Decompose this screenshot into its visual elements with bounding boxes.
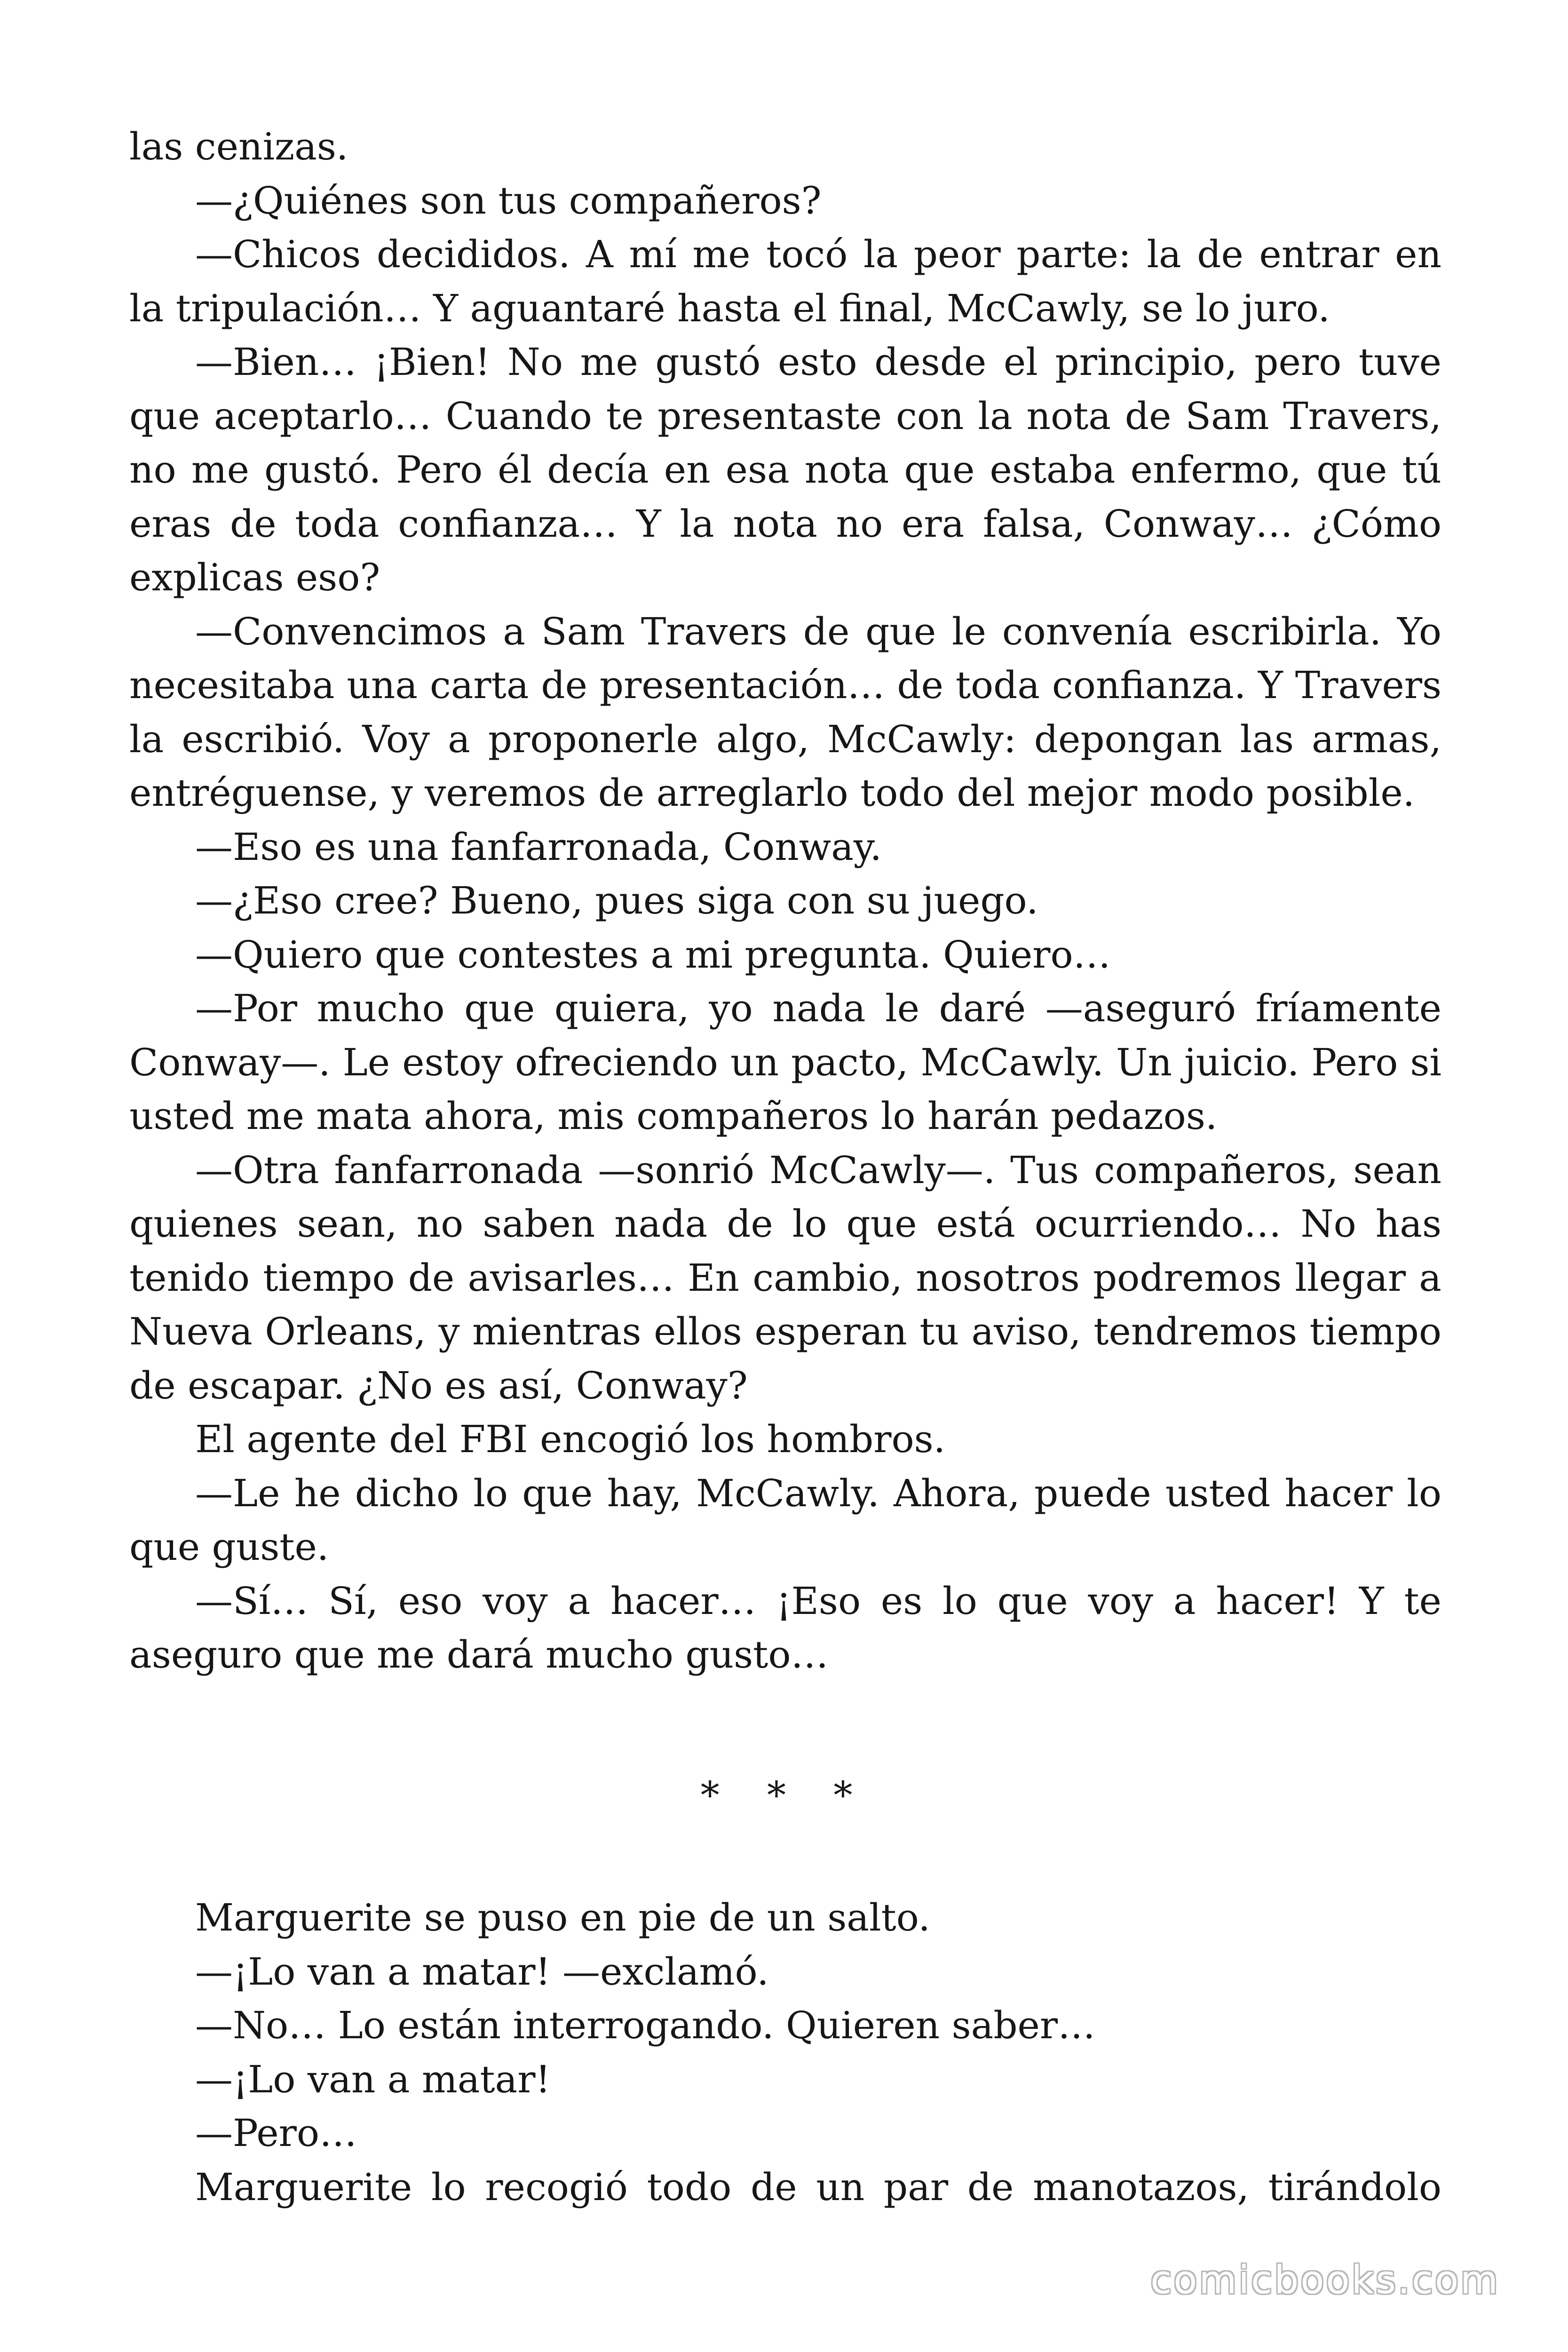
paragraph: —¡Lo van a matar! — [195, 2057, 551, 2101]
paragraph: —Pero… — [195, 2111, 357, 2155]
paragraph: —Le he dicho lo que hay, McCawly. Ahora, puede usted hacer lo que guste. — [129, 1471, 1441, 1569]
paragraph: Marguerite lo recogió todo de un par de manotazos, tirándolo — [195, 2165, 1441, 2209]
paragraph: —Chicos decididos. A mí me tocó la peor parte: la de entrar en la tripulación… Y aguantaré hasta el final, McCawly, se lo juro. — [129, 232, 1441, 330]
paragraph: —Convencimos a Sam Travers de que le convenía escribirla. Yo necesitaba una carta de presentación… de toda confianza. Y Travers la escribió. Voy a proponerle algo, McCawly: depongan las armas, entréguense, y veremos de arreglarlo todo del mejor modo posible. — [129, 609, 1441, 815]
paragraph: —No… Lo están interrogando. Quieren saber… — [195, 2003, 1096, 2047]
paragraph: —Por mucho que quiera, yo nada le daré —aseguró fríamente Conway—. Le estoy ofreciendo un pacto, McCawly. Un juicio. Pero si usted me mata ahora, mis compañeros lo harán pedazos. — [129, 986, 1441, 1138]
watermark: comicbooks.com — [1150, 2258, 1500, 2303]
paragraph: las cenizas. — [129, 125, 348, 168]
main-text-block — [129, 120, 1441, 1682]
paragraph: —Sí… Sí, eso voy a hacer… ¡Eso es lo que voy a hacer! Y te aseguro que me dará mucho gusto… — [129, 1579, 1441, 1677]
paragraph: —¿Eso cree? Bueno, pues siga con su juego. — [195, 879, 1038, 922]
scene-break: * * * — [700, 1773, 871, 1817]
paragraph: —¡Lo van a matar! —exclamó. — [195, 1949, 769, 1994]
paragraph: —Quiero que contestes a mi pregunta. Quiero… — [195, 932, 1111, 977]
paragraph: —¿Quiénes son tus compañeros? — [195, 178, 822, 222]
paragraph: —Eso es una fanfarronada, Conway. — [195, 825, 882, 869]
paragraph: Marguerite se puso en pie de un salto. — [195, 1896, 930, 1939]
paragraph: —Bien… ¡Bien! No me gustó esto desde el principio, pero tuve que aceptarlo… Cuando te presentaste con la nota de Sam Travers, no me gustó. Pero él decía en esa nota que estaba enfermo, que tú eras de toda confianza… Y la nota no era falsa, Conway… ¿Cómo explicas eso? — [129, 340, 1441, 599]
paragraph: El agente del FBI encogió los hombros. — [195, 1417, 946, 1461]
paragraph: —Otra fanfarronada —sonrió McCawly—. Tus compañeros, sean quienes sean, no saben nada de lo que está ocurriendo… No has tenido tiempo de avisarles… En cambio, nosotros podremos llegar a Nueva Orleans, y mientras ellos esperan tu aviso, tendremos tiempo de escapar. ¿No es así, Conway? — [129, 1148, 1441, 1407]
secondary-text-block — [129, 1891, 1441, 2214]
